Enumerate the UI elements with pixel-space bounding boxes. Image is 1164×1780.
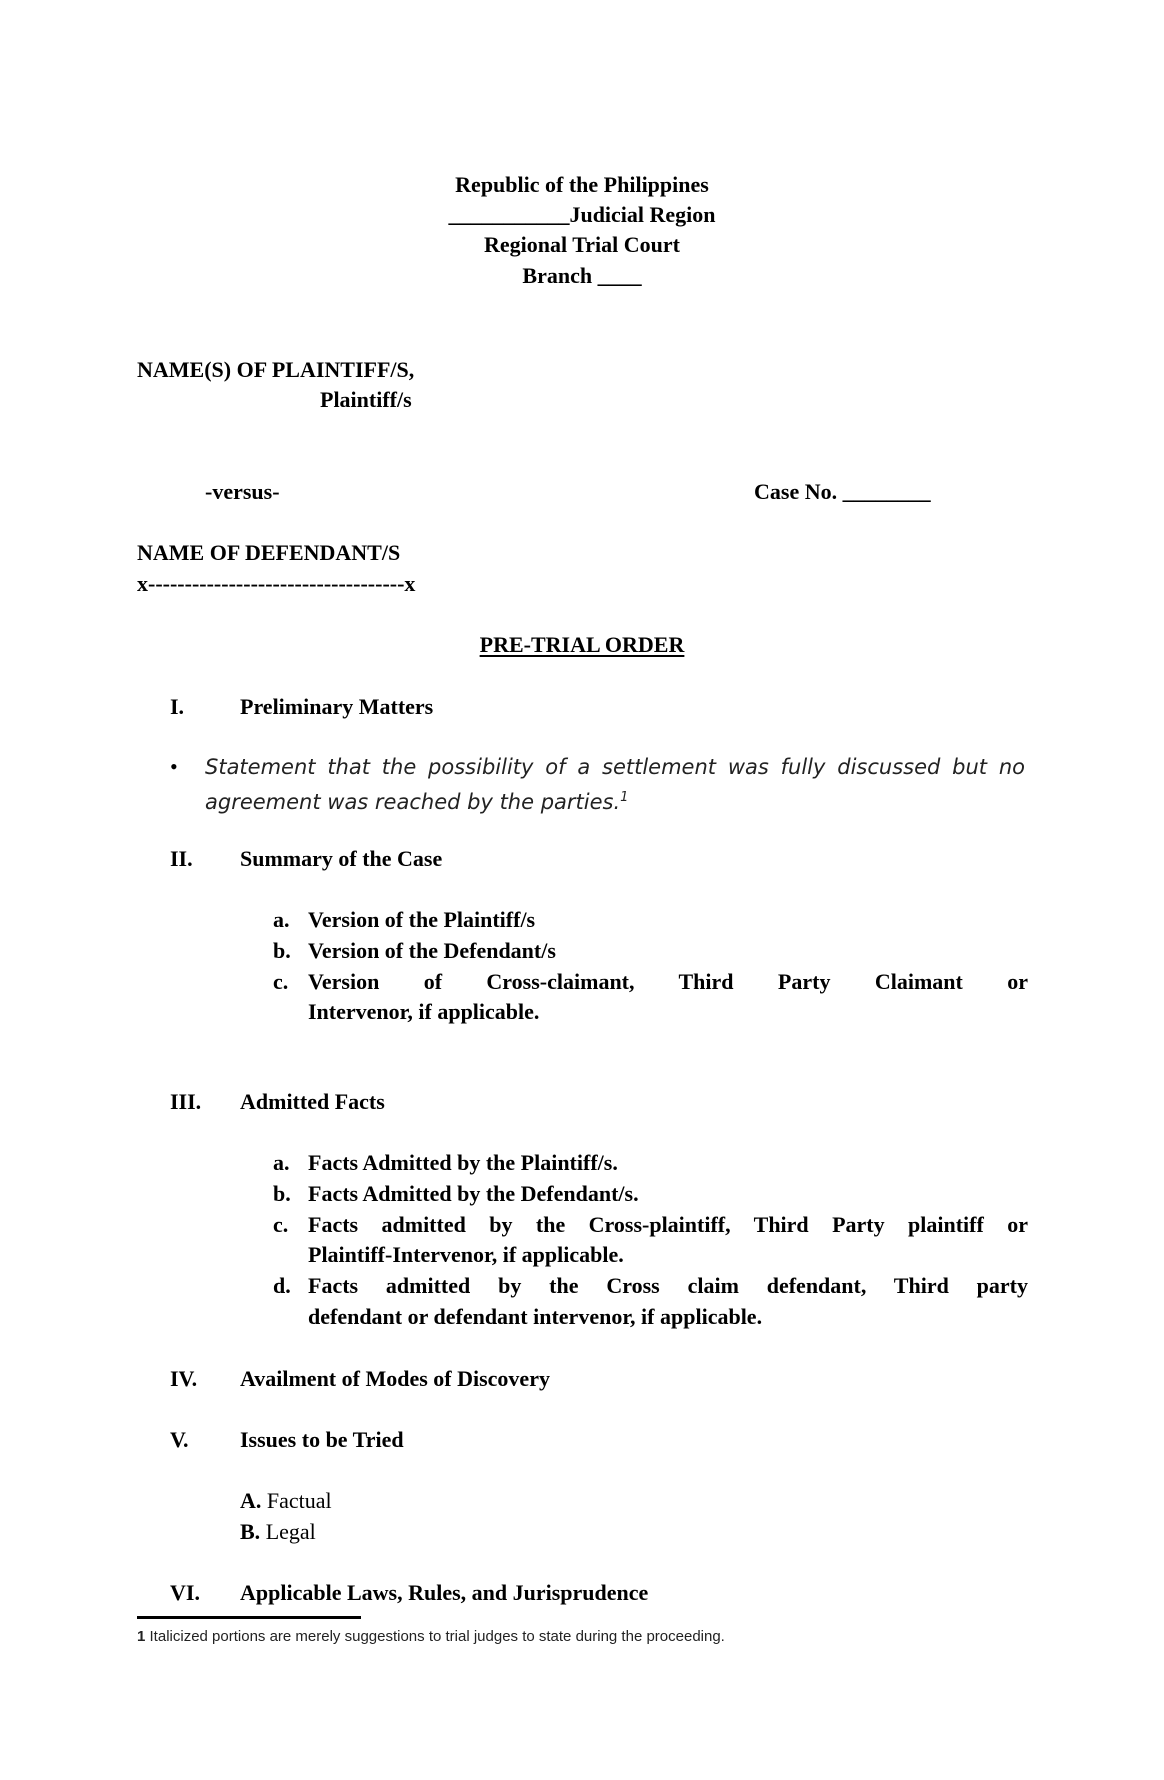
item-text: Legal [265,1519,316,1544]
item-letter: B. [240,1519,261,1544]
footnote-reference: 1 [620,790,629,805]
list-item [240,1517,316,1547]
bullet-text-line2 [205,783,628,817]
item-letter: c. [273,969,289,994]
document-title [0,630,1164,660]
section-number: VI. [170,1580,200,1605]
versus-label: -versus- [205,479,280,504]
item-letter: c. [273,1212,289,1237]
section-title: Applicable Laws, Rules, and Jurisprudence [240,1580,649,1605]
item-text: Factual [266,1488,332,1513]
plaintiff-role: Plaintiff/s [320,387,412,412]
document-title-text: PRE-TRIAL ORDER [479,632,685,657]
section-number: II. [170,846,193,871]
footnote [137,1628,725,1645]
item-text: Facts admitted by the Cross-plaintiff, Third Party plaintiff or [308,1212,1028,1237]
item-text: Version of the Plaintiff/s [308,907,536,932]
item-text: Facts Admitted by the Defendant/s. [308,1181,639,1206]
bullet-text-line1: Statement that the possibility of a settlement was fully discussed but no [205,755,1025,779]
footnote-text: Italicized portions are merely suggestions to trial judges to state during the proceeding. [149,1628,725,1645]
header-republic: Republic of the Philippines [455,172,709,197]
item-text: Facts admitted by the Cross claim defendant, Third party [308,1273,1028,1298]
defendant-name: NAME OF DEFENDANT/S [137,540,401,565]
list-item [240,1486,332,1516]
item-text-continued: Plaintiff-Intervenor, if applicable. [308,1242,624,1267]
item-letter: a. [273,1150,290,1175]
section-number: V. [170,1427,189,1452]
plaintiff-name: NAME(S) OF PLAINTIFF/S, [137,357,415,382]
item-letter: a. [273,907,290,932]
section-title: Issues to be Tried [240,1427,404,1452]
header-branch: Branch ____ [522,263,642,288]
section-title: Summary of the Case [240,846,443,871]
bullet-icon: • [170,754,178,779]
item-letter: A. [240,1488,262,1513]
item-text-continued: defendant or defendant intervenor, if applicable. [308,1304,763,1329]
section-title: Admitted Facts [240,1089,385,1114]
item-letter: b. [273,1181,291,1206]
header-regional-trial-court: Regional Trial Court [484,232,680,257]
footnote-separator [137,1616,361,1619]
item-text: Version of Cross-claimant, Third Party Claimant or [308,969,1028,994]
caption-divider: x-----------------------------------x [137,571,416,596]
section-number: III. [170,1089,202,1114]
section-number: I. [170,694,185,719]
section-title: Preliminary Matters [240,694,434,719]
item-letter: d. [273,1273,291,1298]
footnote-number: 1 [137,1628,146,1645]
bullet-text-line2-content: agreement was reached by the parties. [205,790,621,814]
item-letter: b. [273,938,291,963]
item-text: Version of the Defendant/s [308,938,556,963]
section-title: Availment of Modes of Discovery [240,1366,550,1391]
item-text: Facts Admitted by the Plaintiff/s. [308,1150,618,1175]
case-number: Case No. ________ [754,479,931,504]
header-judicial-region: ___________Judicial Region [448,202,716,227]
section-number: IV. [170,1366,198,1391]
item-text-continued: Intervenor, if applicable. [308,999,540,1024]
